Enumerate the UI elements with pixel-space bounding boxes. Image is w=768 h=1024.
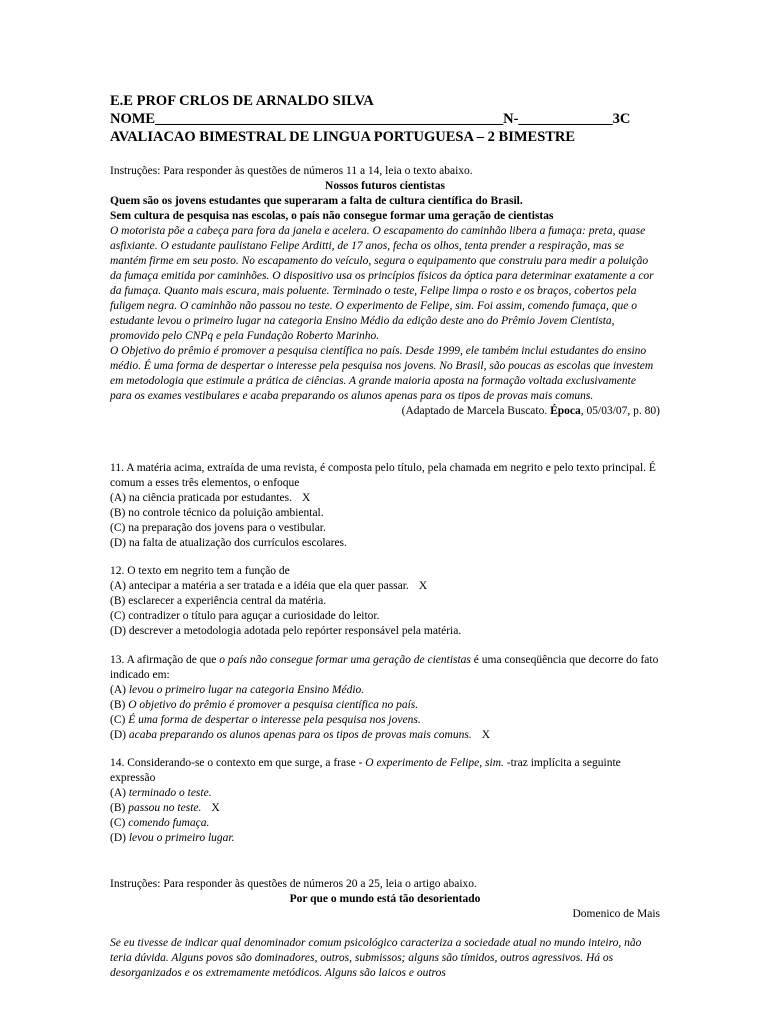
instructions-1: Instruções: Para responder às questões de números 11 a 14, leia o texto abaixo. — [110, 165, 473, 177]
source-magazine: Época — [550, 405, 581, 417]
answer-option-d: (D) na falta de atualização dos currículos escolares. — [110, 537, 347, 549]
article-2-paragraph-1: Se eu tivesse de indicar qual denominador comum psicológico caracteriza a sociedade atual no mundo inteiro, não teria dúvida. Alguns povos são dominadores, outros, submissos; alguns são tímidos, outros agressivos. Há os desorganizados e os extremamente metódicos. Alguns são laicos e outros — [110, 937, 642, 979]
headline-1: Quem são os jovens estudantes que superaram a falta de cultura científica do Brasil. — [110, 195, 523, 207]
answer-option-c: (C) É uma forma de despertar o interesse pela pesquisa nos jovens. — [110, 714, 421, 726]
answer-option-b: (B) passou no teste. X — [110, 802, 220, 814]
answer-option-a: (A) terminado o teste. — [110, 787, 212, 799]
question-stem: 12. O texto em negrito tem a função de — [110, 565, 290, 577]
answer-option-b: (B) no controle técnico da poluição ambiental. — [110, 507, 324, 519]
answer-option-a: (A) antecipar a matéria a ser tratada e a idéia que ela quer passar. X — [110, 580, 428, 592]
article-source — [110, 404, 660, 419]
question-14 — [110, 756, 660, 846]
answer-option-d: (D) levou o primeiro lugar. — [110, 832, 235, 844]
answer-option-d: (D) acaba preparando os alunos apenas para os tipos de provas mais comuns. X — [110, 729, 491, 741]
article-paragraph-2: O Objetivo do prêmio é promover a pesquisa científica no país. Desde 1999, ele também inclui estudantes do ensino médio. É uma forma de despertar o interesse pela pesquisa nos jovens. No Brasil, são poucas as escolas que investem em metodologia que estimule a prática de ciências. A grande maioria aposta na formação voltada exclusivamente para os exames vestibulares e acaba preparando os alunos apenas para os tipos de provas mais comuns. — [110, 345, 654, 402]
article-section-1 — [110, 164, 660, 419]
exam-header — [110, 92, 670, 146]
answer-option-a: (A) na ciência praticada por estudantes. X — [110, 492, 311, 504]
answer-mark: X — [302, 492, 311, 504]
headline-2: Sem cultura de pesquisa nas escolas, o país não consegue formar uma geração de cientistas — [110, 210, 554, 222]
answer-option-d: (D) descrever a metodologia adotada pelo repórter responsável pela matéria. — [110, 625, 462, 637]
article-section-2 — [110, 877, 660, 981]
article-author: Domenico de Mais — [572, 908, 660, 920]
answer-mark: X — [211, 802, 220, 814]
question-13 — [110, 653, 660, 743]
source-suffix: , 05/03/07, p. 80) — [580, 405, 660, 417]
article-title-1: Nossos futuros cientistas — [325, 180, 445, 192]
question-12 — [110, 564, 660, 639]
answer-option-c: (C) comendo fumaça. — [110, 817, 210, 829]
student-name-line: NOME________________________________________________N-_____________3C — [110, 111, 631, 127]
source-prefix: (Adaptado de Marcela Buscato. — [401, 405, 551, 417]
answer-mark: X — [418, 580, 428, 592]
question-stem: 14. Considerando-se o contexto em que surge, a frase - O experimento de Felipe, sim. -traz implícita a seguinte expressão — [110, 757, 621, 784]
article-title-2: Por que o mundo está tão desorientado — [289, 893, 481, 905]
question-stem: 13. A afirmação de que o país não consegue formar uma geração de cientistas é uma conseqüência que decorre do fato indicado em: — [110, 654, 659, 681]
answer-option-c: (C) contradizer o título para aguçar a curiosidade do leitor. — [110, 610, 380, 622]
question-stem: 11. A matéria acima, extraída de uma revista, é composta pelo título, pela chamada em negrito e pelo texto principal. É comum a esses três elementos, o enfoque — [110, 462, 656, 489]
exam-title: AVALIACAO BIMESTRAL DE LINGUA PORTUGUESA – 2 BIMESTRE — [110, 129, 576, 145]
answer-option-c: (C) na preparação dos jovens para o vestibular. — [110, 522, 326, 534]
instructions-2: Instruções: Para responder às questões de números 20 a 25, leia o artigo abaixo. — [110, 878, 477, 890]
answer-option-b: (B) esclarecer a experiência central da matéria. — [110, 595, 327, 607]
question-11 — [110, 461, 660, 551]
answer-option-b: (B) O objetivo do prêmio é promover a pesquisa científica no país. — [110, 699, 419, 711]
article-paragraph-1: O motorista põe a cabeça para fora da janela e acelera. O escapamento do caminhão libera a fumaça: preta, quase asfixiante. O estudante paulistano Felipe Arditti, de 17 anos, fecha os olhos, tenta prender a respiração, mas se mantém firme em seu posto. No escapamento do veículo, segura o equipamento que construiu para medir a poluição da fumaça emitida por caminhões. O dispositivo usa os princípios físicos da óptica para determinar exatamente a cor da fumaça. Quanto mais escura, mais poluente. Terminado o teste, Felipe limpa o rosto e os braços, cobertos pela fuligem negra. O caminhão não passou no teste. O experimento de Felipe, sim. Foi assim, comendo fumaça, que o estudante levou o primeiro lugar na categoria Ensino Médio da edição deste ano do Prêmio Jovem Cientista, promovido pelo CNPq e pela Fundação Roberto Marinho. — [110, 225, 654, 342]
school-name: E.E PROF CRLOS DE ARNALDO SILVA — [110, 93, 374, 109]
answer-mark: X — [481, 729, 491, 741]
answer-option-a: (A) levou o primeiro lugar na categoria Ensino Médio. — [110, 684, 365, 696]
